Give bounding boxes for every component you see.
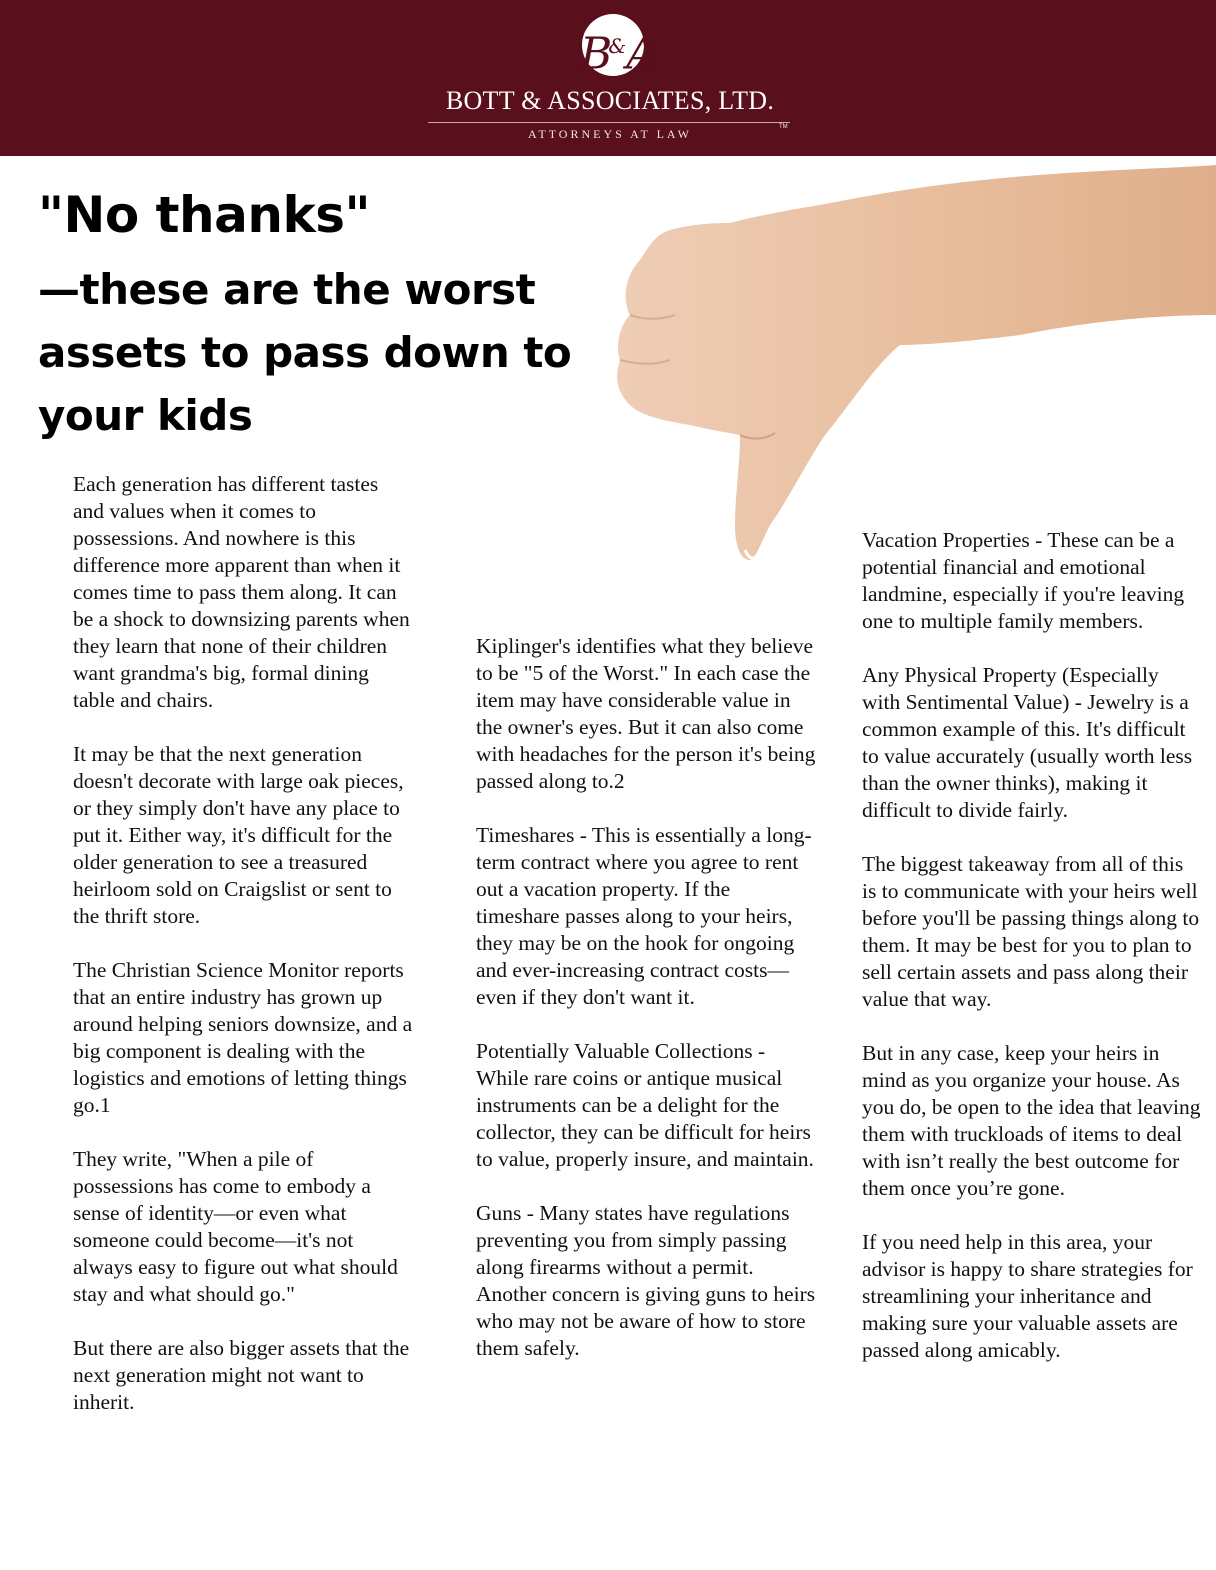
firm-divider — [428, 122, 790, 123]
paragraph: If you need help in this area, your advisor is happy to share strategies for streamlining your inheritance and making sure your valuable assets are passed along amicably. — [862, 1230, 1193, 1362]
paragraph: It may be that the next generation doesn't decorate with large oak pieces, or they simply don't have any place to put it. Either way, it's difficult for the older generation to see a treasured heirloom sold on Craigslist or sent to the thrift store. — [73, 742, 404, 928]
paragraph: The Christian Science Monitor reports that an entire industry has grown up around helping seniors downsize, and a big component is dealing with the logistics and emotions of letting things go.1 — [73, 958, 413, 1117]
paragraph: Vacation Properties - These can be a potential financial and emotional landmine, especially if you're leaving one to multiple family members. — [862, 528, 1185, 633]
column-3 — [862, 527, 1202, 1391]
thumbs-down-hand-image — [600, 165, 1216, 565]
column-2 — [476, 633, 816, 1389]
column-1 — [73, 471, 413, 1443]
paragraph: Kiplinger's identifies what they believe to be "5 of the Worst." In each case the item may have considerable value in the owner's eyes. But it can also come with headaches for the person it's being passed along to.2 — [476, 634, 816, 793]
header-banner — [0, 0, 1216, 156]
paragraph: But there are also bigger assets that the next generation might not want to inherit. — [73, 1336, 410, 1414]
paragraph: Any Physical Property (Especially with Sentimental Value) - Jewelry is a common example of this. It's difficult to value accurately (usually worth less than the owner thinks), making it difficult to divide fairly. — [862, 663, 1193, 822]
paragraph: The biggest takeaway from all of this is to communicate with your heirs well before you'll be passing things along to them. It may be best for you to plan to sell certain assets and pass along their value that way. — [862, 852, 1200, 1011]
paragraph: Each generation has different tastes and values when it comes to possessions. And nowhere is this difference more apparent than when it comes time to pass them along. It can be a shock to downsizing parents when they learn that none of their children want grandma's big, formal dining table and chairs. — [73, 472, 410, 712]
paragraph: But in any case, keep your heirs in mind as you organize your house. As you do, be open to the idea that leaving them with truckloads of items to deal with isn’t really the best outcome for them once you’re gone. — [862, 1041, 1201, 1200]
article-title-line1: "No thanks" — [38, 186, 371, 244]
firm-subtitle: ATTORNEYS AT LAW — [528, 127, 692, 141]
paragraph: They write, "When a pile of possessions has come to embody a sense of identity—or even what someone could become—it's not always easy to figure out what should stay and what should go." — [73, 1147, 398, 1306]
article-title-subhead: —these are the worst assets to pass down to your kids — [38, 265, 572, 440]
paragraph: Potentially Valuable Collections - While rare coins or antique musical instruments can be a delight for the collector, they can be difficult for heirs to value, properly insure, and maintain. — [476, 1039, 814, 1171]
trademark-mark: TM — [779, 124, 788, 130]
logo-monogram: B&A — [580, 28, 654, 80]
paragraph: Timeshares - This is essentially a long-term contract where you agree to rent out a vacation property. If the timeshare passes along to your heirs, they may be on the hook for ongoing and ever-increasing contract costs—even if they don't want it. — [476, 823, 812, 1009]
firm-name: BOTT & ASSOCIATES, LTD. — [445, 86, 775, 115]
paragraph: Guns - Many states have regulations preventing you from simply passing along firearms without a permit. Another concern is giving guns to heirs who may not be aware of how to store them safely. — [476, 1201, 816, 1360]
